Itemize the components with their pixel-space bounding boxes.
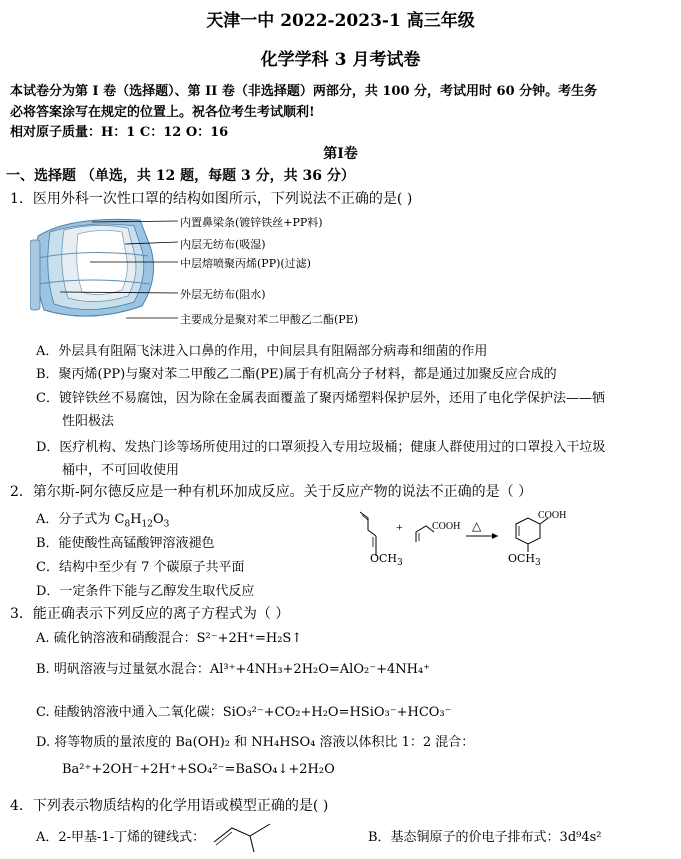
mask-label-outer: 外层无纺布(阻水) bbox=[180, 288, 266, 301]
och3-product: $OCH_3$ bbox=[508, 552, 541, 569]
mask-label-pe: 主要成分是聚对苯二甲酸乙二酯(PE) bbox=[180, 313, 359, 326]
q3-option-a: A. 硫化钠溶液和硝酸混合：S²⁻+2H⁺=H₂S↑ bbox=[36, 631, 303, 646]
volume-heading: 第Ⅰ卷 bbox=[323, 146, 358, 162]
q1-option-d-line2: 桶中，不可回收使用 bbox=[62, 463, 180, 478]
q3-option-b: B. 明矾溶液与过量氨水混合：Al³⁺+4NH₃+2H₂O=AlO₂⁻+4NH₄⁺ bbox=[36, 662, 431, 677]
mask-label-middle: 中层熔喷聚丙烯(PP)(过滤) bbox=[180, 257, 311, 270]
q3-option-c: C. 硅酸钠溶液中通入二氧化碳：SiO₃²⁻+CO₂+H₂O=HSiO₃⁻+HCO₃⁻ bbox=[36, 705, 452, 720]
heat-symbol: △ bbox=[472, 519, 482, 533]
atomic-mass-line: 相对原子质量：H：1 C：12 O：16 bbox=[10, 125, 229, 140]
q1-option-d-line1: D．医疗机构、发热门诊等场所使用过的口罩须投入专用垃圾桶；健康人群使用过的口罩投入干垃圾 bbox=[36, 440, 606, 455]
q2-stem: 2．第尔斯-阿尔德反应是一种有机环加成反应。关于反应产物的说法不正确的是（ ） bbox=[10, 484, 533, 500]
q2-option-b: B．能使酸性高锰酸钾溶液褪色 bbox=[36, 536, 215, 551]
section-heading: 一、选择题 （单选，共 12 题，每题 3 分，共 36 分） bbox=[6, 168, 355, 184]
och3-reactant: $OCH_3$ bbox=[370, 552, 403, 569]
q2-option-d: D．一定条件下能与乙醇发生取代反应 bbox=[36, 584, 255, 599]
q1-stem: 1．医用外科一次性口罩的结构如图所示，下列说法不正确的是( ) bbox=[10, 191, 413, 207]
cooh-product: COOH bbox=[538, 510, 567, 521]
exam-title-line2: 化学学科 3 月考试卷 bbox=[260, 50, 421, 70]
q2-option-c: C．结构中至少有 7 个碳原子共平面 bbox=[36, 560, 245, 575]
q1-option-c-line2: 性阳极法 bbox=[62, 414, 115, 429]
skeletal-formula bbox=[210, 814, 274, 854]
plus-sign: + bbox=[396, 520, 403, 534]
q3-option-d-line1: D. 将等物质的量浓度的 Ba(OH)₂ 和 NH₄HSO₄ 溶液以体积比 1：2 混合： bbox=[36, 735, 475, 750]
q4-stem: 4．下列表示物质结构的化学用语或模型正确的是( ) bbox=[10, 798, 329, 814]
cooh-reactant: COOH bbox=[432, 521, 461, 532]
mask-label-inner: 内层无纺布(吸湿) bbox=[180, 238, 266, 251]
q1-option-c-line1: C．镀锌铁丝不易腐蚀，因为除在金属表面覆盖了聚丙烯塑料保护层外，还用了电化学保护法——牺 bbox=[36, 391, 605, 406]
q3-option-d-equation: Ba²⁺+2OH⁻+2H⁺+SO₄²⁻=BaSO₄↓+2H₂O bbox=[62, 762, 335, 777]
q4-option-b: B．基态铜原子的价电子排布式：3d⁹4s² bbox=[368, 830, 602, 845]
q2-option-a: A．分子式为 $C_8H_{12}O_3$ bbox=[36, 512, 170, 530]
mask-illustration bbox=[30, 206, 180, 332]
intro-line1: 本试卷分为第 I 卷（选择题）、第 II 卷（非选择题）两部分，共 100 分，考试用时 60 分钟。考生务 bbox=[10, 84, 598, 99]
q3-stem: 3．能正确表示下列反应的离子方程式为（ ） bbox=[10, 606, 290, 622]
q1-option-a: A．外层具有阻隔飞沫进入口鼻的作用，中间层具有阻隔部分病毒和细菌的作用 bbox=[36, 344, 488, 359]
intro-line2: 必将答案涂写在规定的位置上。祝各位考生考试顺利! bbox=[10, 105, 315, 120]
q4-option-a: A．2-甲基-1-丁烯的键线式： bbox=[36, 830, 206, 845]
q1-option-b: B．聚丙烯(PP)与聚对苯二甲酸乙二酯(PE)属于有机高分子材料，都是通过加聚反应合成的 bbox=[36, 367, 557, 382]
mask-label-nose-strip: 内置鼻梁条(镀锌铁丝+PP料) bbox=[180, 216, 323, 229]
exam-title-line1: 天津一中 2022-2023-1 高三年级 bbox=[206, 11, 475, 31]
